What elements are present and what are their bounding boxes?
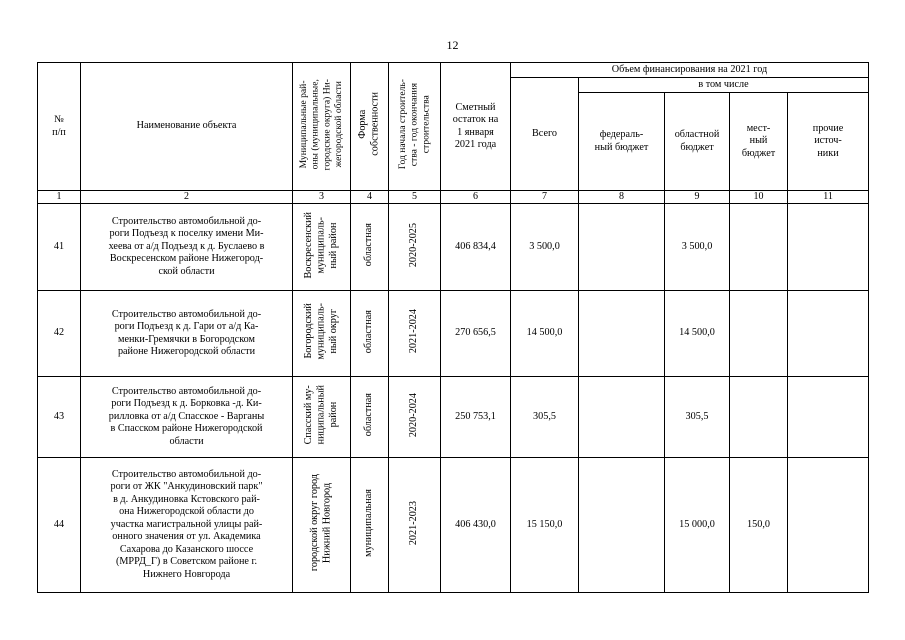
column-number: 3 xyxy=(293,191,351,204)
federal-cell xyxy=(579,377,665,458)
page-number: 12 xyxy=(446,38,459,52)
header-total: Всего xyxy=(511,78,579,191)
header-regional: областной бюджет xyxy=(665,93,730,191)
header-name: Наименование объекта xyxy=(81,63,293,191)
row-number: 44 xyxy=(38,458,81,593)
other-cell xyxy=(788,291,869,377)
table-row xyxy=(38,291,869,377)
local-cell xyxy=(730,204,788,291)
header-other: прочие источ- ники xyxy=(788,93,869,191)
other-cell xyxy=(788,204,869,291)
district-cell: городской округ город Нижний Новгород xyxy=(293,458,351,593)
column-number: 7 xyxy=(511,191,579,204)
object-name: Строительство автомобильной до- роги Подъезд к д. Борковка -д. Ки- рилловка от а/д Спасское - Варганы в Спасском районе Нижегородской области xyxy=(81,377,293,458)
district-cell: Богородский муниципаль- ный округ xyxy=(293,291,351,377)
estimate-cell: 250 753,1 xyxy=(441,377,511,458)
column-number: 1 xyxy=(38,191,81,204)
ownership-cell: областная xyxy=(351,204,389,291)
column-number-row xyxy=(38,191,869,204)
header-federal: федераль- ный бюджет xyxy=(579,93,665,191)
column-number: 4 xyxy=(351,191,389,204)
header-district: Муниципальные рай- оны (муниципальные, городские округа) Ни- жегородской области xyxy=(293,63,351,191)
funding-table xyxy=(37,62,869,593)
table-row xyxy=(38,458,869,593)
column-number: 5 xyxy=(389,191,441,204)
other-cell xyxy=(788,377,869,458)
estimate-cell: 270 656,5 xyxy=(441,291,511,377)
years-cell: 2021-2023 xyxy=(389,458,441,593)
years-cell: 2020-2025 xyxy=(389,204,441,291)
header-years: Год начала строитель- ства - год окончания строительства xyxy=(389,63,441,191)
header-local: мест- ный бюджет xyxy=(730,93,788,191)
federal-cell xyxy=(579,204,665,291)
header-ownership: Форма собственности xyxy=(351,63,389,191)
column-number: 9 xyxy=(665,191,730,204)
total-cell: 14 500,0 xyxy=(511,291,579,377)
regional-cell: 15 000,0 xyxy=(665,458,730,593)
total-cell: 305,5 xyxy=(511,377,579,458)
column-number: 8 xyxy=(579,191,665,204)
object-name: Строительство автомобильной до- роги Подъезд к д. Гари от а/д Ка- менки-Гремячки в Богородском районе Нижегородской области xyxy=(81,291,293,377)
ownership-cell: областная xyxy=(351,291,389,377)
regional-cell: 14 500,0 xyxy=(665,291,730,377)
row-number: 42 xyxy=(38,291,81,377)
header-estimate: Сметный остаток на 1 января 2021 года xyxy=(441,63,511,191)
table-row xyxy=(38,204,869,291)
ownership-cell: областная xyxy=(351,377,389,458)
column-number: 10 xyxy=(730,191,788,204)
other-cell xyxy=(788,458,869,593)
column-number: 11 xyxy=(788,191,869,204)
table-row xyxy=(38,377,869,458)
object-name: Строительство автомобильной до- роги Подъезд к поселку имени Ми- хеева от а/д Подъезд к д. Буслаево в Воскресенском районе Нижегород- ской области xyxy=(81,204,293,291)
header-num: № п/п xyxy=(38,63,81,191)
local-cell xyxy=(730,377,788,458)
ownership-cell: муниципальная xyxy=(351,458,389,593)
regional-cell: 3 500,0 xyxy=(665,204,730,291)
header-including: в том числе xyxy=(579,78,869,93)
total-cell: 15 150,0 xyxy=(511,458,579,593)
years-cell: 2021-2024 xyxy=(389,291,441,377)
header-funding-total: Объем финансирования на 2021 год xyxy=(511,63,869,78)
federal-cell xyxy=(579,291,665,377)
row-number: 41 xyxy=(38,204,81,291)
column-number: 2 xyxy=(81,191,293,204)
total-cell: 3 500,0 xyxy=(511,204,579,291)
district-cell: Спасский му- ниципальный район xyxy=(293,377,351,458)
object-name: Строительство автомобильной до- роги от ЖК "Анкудиновский парк" в д. Анкудиновка Кстовского рай- она Нижегородской области до участка магистральной улицы рай- онного значения от ул. Академика Сахарова до Казанского шоссе (МРРД_Г) в Советском районе г. Нижнего Новгорода xyxy=(81,458,293,593)
regional-cell: 305,5 xyxy=(665,377,730,458)
column-number: 6 xyxy=(441,191,511,204)
local-cell: 150,0 xyxy=(730,458,788,593)
estimate-cell: 406 834,4 xyxy=(441,204,511,291)
estimate-cell: 406 430,0 xyxy=(441,458,511,593)
local-cell xyxy=(730,291,788,377)
row-number: 43 xyxy=(38,377,81,458)
years-cell: 2020-2024 xyxy=(389,377,441,458)
federal-cell xyxy=(579,458,665,593)
district-cell: Воскресенский муниципаль- ный район xyxy=(293,204,351,291)
